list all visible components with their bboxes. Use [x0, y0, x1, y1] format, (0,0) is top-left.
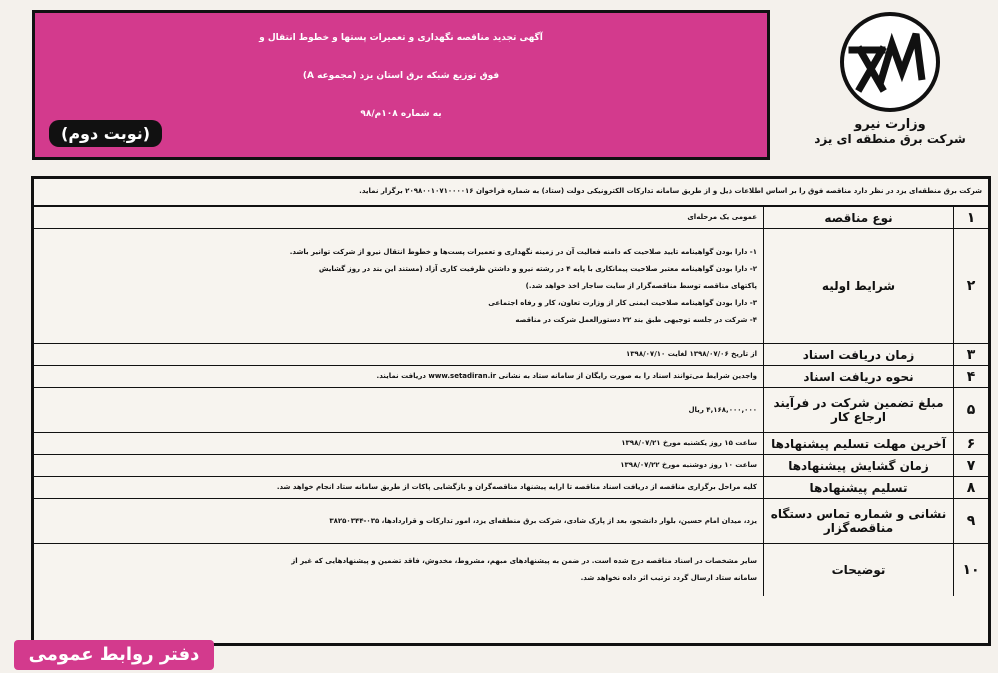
- table-row: [34, 229, 988, 344]
- row-number: ۱: [953, 207, 988, 228]
- row-value: [34, 544, 763, 596]
- title-line-1: آگهی تجدید مناقصه نگهداری و تعمیرات پستها و خطوط انتقال و: [259, 33, 543, 43]
- row-label: آخرین مهلت تسلیم پیشنهادها: [763, 433, 953, 454]
- table-row: [34, 344, 988, 366]
- company-name: شرکت برق منطقه ای یزد: [814, 132, 966, 146]
- row-label: نحوه دریافت اسناد: [763, 366, 953, 387]
- row-number: ۸: [953, 477, 988, 498]
- row-number: ۳: [953, 344, 988, 365]
- value-line: عمومی یک مرحله‌ای: [687, 213, 757, 221]
- value-line: پاکتهای مناقصه توسط مناقصه‌گزار از سایت ساجار اخذ خواهد شد.): [525, 281, 757, 290]
- row-value: [34, 455, 763, 476]
- table-row: [34, 499, 988, 544]
- value-line: ۱- دارا بودن گواهینامه تایید صلاحیت که دامنه فعالیت آن در زمینه نگهداری و تعمیرات پست‌ها و خطوط انتقال نیرو از شرکت توانیر باشد.: [289, 247, 757, 256]
- table-row: [34, 433, 988, 455]
- value-line: سامانه ستاد ارسال گردد ترتیب اثر داده نخواهد شد.: [580, 574, 757, 582]
- row-value: [34, 344, 763, 365]
- row-label: شرایط اولیه: [763, 229, 953, 343]
- organization-block: [790, 10, 990, 160]
- value-line: ۳- دارا بودن گواهینامه صلاحیت ایمنی کار از وزارت تعاون، کار و رفاه اجتماعی: [488, 298, 757, 307]
- ministry-name: وزارت نیرو: [854, 117, 926, 132]
- table-row: [34, 477, 988, 499]
- row-label: زمان گشایش پیشنهادها: [763, 455, 953, 476]
- value-line: ۲- دارا بودن گواهینامه معتبر صلاحیت پیمانکاری با پایه ۴ در رشته نیرو و داشتن ظرفیت کاری آزاد (مستند این بند در روز گشایش: [318, 264, 757, 273]
- table-row: [34, 207, 988, 229]
- row-number: ۶: [953, 433, 988, 454]
- value-line: از تاریخ ۱۳۹۸/۰۷/۰۶ لغایت ۱۳۹۸/۰۷/۱۰: [626, 350, 757, 358]
- table-row: [34, 388, 988, 433]
- row-number: ۲: [953, 229, 988, 343]
- value-line: ساعت ۱۰ روز دوشنبه مورخ ۱۳۹۸/۰۷/۲۲: [620, 461, 757, 469]
- title-line-3: به شماره ۱۰۸م/۹۸: [360, 109, 442, 119]
- row-value: [34, 499, 763, 543]
- row-number: ۵: [953, 388, 988, 432]
- value-line: سایر مشخصات در اسناد مناقصه درج شده است. در ضمن به پیشنهادهای مبهم، مشروط، مخدوش، فاقد تضمین و پیشنهادهایی که غیر از: [291, 557, 757, 565]
- tender-table: [31, 176, 991, 646]
- row-number: ۹: [953, 499, 988, 543]
- round-badge: (نوبت دوم): [49, 120, 162, 147]
- row-label: مبلغ تضمین شرکت در فرآیند ارجاع کار: [763, 388, 953, 432]
- value-line: یزد، میدان امام حسین، بلوار دانشجو، بعد از پارک شادی، شرکت برق منطقه‌ای یزد، امور تدارکات و قراردادها، ۰۳۵-۳۸۲۵۰۳۴۴: [329, 516, 757, 525]
- row-number: ۴: [953, 366, 988, 387]
- value-line: ساعت ۱۵ روز یکشنبه مورخ ۱۳۹۸/۰۷/۲۱: [621, 439, 757, 447]
- row-number: ۱۰: [953, 544, 988, 596]
- intro-text: شرکت برق منطقه‌ای یزد در نظر دارد مناقصه فوق را بر اساس اطلاعات ذیل و از طریق سامانه تدارکات الکترونیکی دولت (ستاد) به شماره فراخوان ۲۰۹۸۰۰۱۰۷۱۰۰۰۰۱۶ برگزار نماید.: [34, 179, 988, 207]
- row-value: [34, 433, 763, 454]
- row-label: توضیحات: [763, 544, 953, 596]
- row-label: زمان دریافت اسناد: [763, 344, 953, 365]
- table-row: [34, 544, 988, 596]
- row-number: ۷: [953, 455, 988, 476]
- company-logo-icon: [830, 10, 950, 115]
- row-value: [34, 477, 763, 498]
- table-row: [34, 366, 988, 388]
- title-line-2: فوق توزیع شبکه برق استان یزد (مجموعه A): [302, 71, 500, 81]
- value-line: کلیه مراحل برگزاری مناقصه از دریافت اسناد مناقصه تا ارایه پیشنهاد مناقصه‌گران و بازگشایی پاکات از طریق سامانه ستاد انجام خواهد شد.: [276, 483, 757, 491]
- value-line: ۴,۱۶۸,۰۰۰,۰۰۰ ریال: [688, 405, 757, 414]
- table-row: [34, 455, 988, 477]
- value-line: واجدین شرایط می‌توانند اسناد را به صورت رایگان از سامانه ستاد به نشانی www.setadiran.ir دریافت نمایند.: [376, 372, 757, 380]
- row-value: [34, 229, 763, 343]
- row-value: [34, 366, 763, 387]
- row-value: [34, 207, 763, 228]
- row-label: نوع مناقصه: [763, 207, 953, 228]
- row-label: تسلیم پیشنهادها: [763, 477, 953, 498]
- row-label: نشانی و شماره تماس دستگاه مناقصه‌گزار: [763, 499, 953, 543]
- public-relations-footer: دفتر روابط عمومی: [14, 640, 214, 670]
- row-value: [34, 388, 763, 432]
- title-banner: [32, 10, 770, 160]
- value-line: ۴- شرکت در جلسه توجیهی طبق بند ۲۲ دستورالعمل شرکت در مناقصه: [515, 315, 757, 324]
- notice-header: [0, 0, 998, 172]
